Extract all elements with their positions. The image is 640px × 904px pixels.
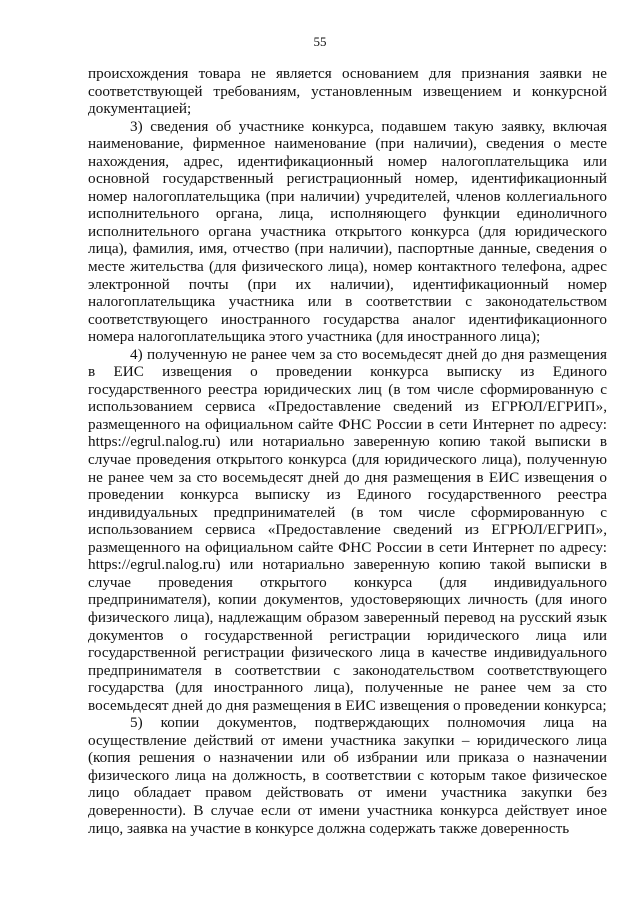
document-body [88,65,607,837]
page-number: 55 [313,34,327,49]
paragraph-item-5: 5) копии документов, подтверждающих полномочия лица на осуществление действий от имени участника закупки – юридического лица (копия решения о назначении или об избрании или приказа о назначении физического лица на должность, в соответствии с которым такое физическое лицо обладает правом действовать от имени участника закупки без доверенности). В случае если от имени участника конкурса действует иное лицо, заявка на участие в конкурсе должна содержать также доверенность [88,714,607,837]
paragraph-continuation: происхождения товара не является основанием для признания заявки не соответствующей требованиям, установленным извещением и конкурсной документацией; [88,65,607,118]
paragraph-item-3: 3) сведения об участнике конкурса, подавшем такую заявку, включая наименование, фирменное наименование (при наличии), сведения о месте нахождения, адрес, идентификационный номер налогоплательщика или основной государственный регистрационный номер, идентификационный номер налогоплательщика (при наличии) учредителей, членов коллегиального исполнительного органа, лица, исполняющего функции единоличного исполнительного органа участника открытого конкурса (для юридического лица), фамилия, имя, отчество (при наличии), паспортные данные, сведения о месте жительства (для физического лица), номер контактного телефона, адрес электронной почты (при их наличии), идентификационный номер налогоплательщика участника или в соответствии с законодательством соответствующего иностранного государства аналог идентификационного номера налогоплательщика этого участника (для иностранного лица); [88,117,607,346]
paragraph-item-4: 4) полученную не ранее чем за сто восемьдесят дней до дня размещения в ЕИС извещения о проведении конкурса выписку из Единого государственного реестра юридических лиц (в том числе сформированную с использованием сервиса «Предоставление сведений из ЕГРЮЛ/ЕГРИП», размещенного на официальном сайте ФНС России в сети Интернет по адресу: https://egrul.nalog.ru) или нотариально заверенную копию такой выписки в случае проведения открытого конкурса (для юридического лица), полученную не ранее чем за сто восемьдесят дней до дня размещения в ЕИС извещения о проведении конкурса выписку из Единого государственного реестра индивидуальных предпринимателей (в том числе сформированную с использованием сервиса «Предоставление сведений из ЕГРЮЛ/ЕГРИП», размещенного на официальном сайте ФНС России в сети Интернет по адресу: https://egrul.nalog.ru) или нотариально заверенную копию такой выписки в случае проведения открытого конкурса (для индивидуального предпринимателя), копии документов, удостоверяющих личность (для иного физического лица), надлежащим образом заверенный перевод на русский язык документов о государственной регистрации юридического лица или государственной регистрации физического лица в качестве индивидуального предпринимателя в соответствии с законодательством соответствующего государства (для иностранного лица), полученные не ранее чем за сто восемьдесят дней до дня размещения в ЕИС извещения о проведении конкурса; [88,345,607,714]
